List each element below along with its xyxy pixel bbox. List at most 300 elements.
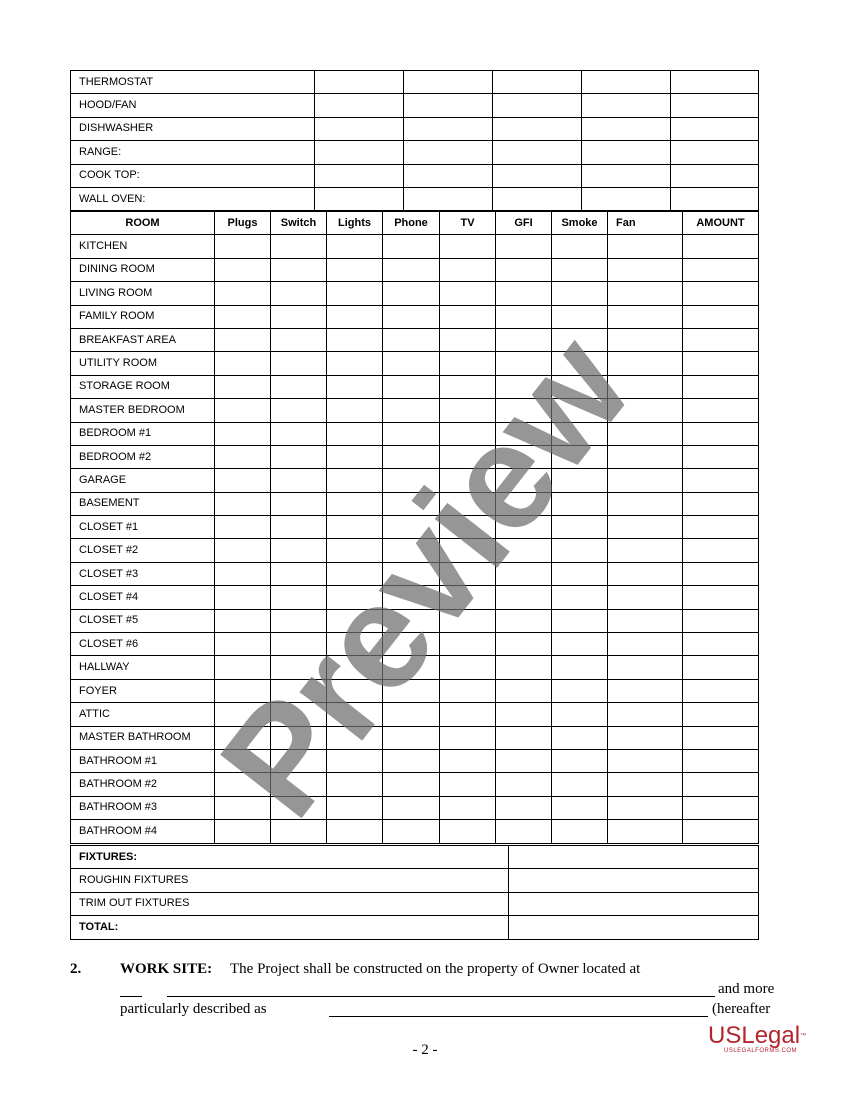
room-cell[interactable] [383, 328, 440, 351]
room-cell[interactable] [608, 422, 683, 445]
appliance-cell[interactable] [582, 187, 671, 210]
room-cell[interactable] [552, 539, 608, 562]
room-cell[interactable] [552, 328, 608, 351]
appliance-cell[interactable] [671, 117, 759, 140]
room-cell[interactable] [552, 679, 608, 702]
table-row [71, 352, 759, 375]
room-cell[interactable] [215, 633, 271, 656]
appliance-cell[interactable] [493, 71, 582, 94]
room-cell[interactable] [552, 749, 608, 772]
room-cell[interactable] [440, 539, 496, 562]
room-cell[interactable] [683, 235, 759, 258]
room-cell[interactable] [383, 562, 440, 585]
appliance-cell[interactable] [315, 187, 404, 210]
room-cell[interactable] [327, 258, 383, 281]
room-cell[interactable] [683, 282, 759, 305]
room-cell[interactable] [440, 656, 496, 679]
table-row [71, 679, 759, 702]
room-cell[interactable] [271, 469, 327, 492]
room-label: CLOSET #1 [71, 516, 215, 539]
room-cell[interactable] [383, 469, 440, 492]
room-cell[interactable] [440, 258, 496, 281]
room-cell[interactable] [327, 352, 383, 375]
room-cell[interactable] [496, 469, 552, 492]
room-cell[interactable] [215, 469, 271, 492]
fixtures-table [70, 845, 759, 940]
room-cell[interactable] [271, 352, 327, 375]
room-label: FOYER [71, 679, 215, 702]
room-cell[interactable] [608, 516, 683, 539]
room-cell[interactable] [271, 609, 327, 632]
room-cell[interactable] [683, 305, 759, 328]
room-cell[interactable] [271, 633, 327, 656]
room-cell[interactable] [440, 422, 496, 445]
total-row [71, 916, 759, 939]
table-row [71, 586, 759, 609]
blank-line[interactable] [120, 980, 142, 997]
appliance-cell[interactable] [493, 164, 582, 187]
room-cell[interactable] [552, 282, 608, 305]
appliance-cell[interactable] [582, 94, 671, 117]
room-cell[interactable] [215, 282, 271, 305]
room-cell[interactable] [215, 679, 271, 702]
room-cell[interactable] [608, 492, 683, 515]
room-cell[interactable] [496, 516, 552, 539]
room-cell[interactable] [271, 375, 327, 398]
room-cell[interactable] [271, 726, 327, 749]
room-cell[interactable] [271, 235, 327, 258]
room-cell[interactable] [683, 399, 759, 422]
room-cell[interactable] [683, 726, 759, 749]
appliance-cell[interactable] [671, 71, 759, 94]
room-cell[interactable] [496, 749, 552, 772]
room-cell[interactable] [215, 773, 271, 796]
room-cell[interactable] [271, 328, 327, 351]
room-cell[interactable] [496, 375, 552, 398]
room-cell[interactable] [496, 609, 552, 632]
appliance-cell[interactable] [493, 141, 582, 164]
room-cell[interactable] [271, 586, 327, 609]
room-cell[interactable] [552, 516, 608, 539]
room-cell[interactable] [496, 726, 552, 749]
room-cell[interactable] [683, 422, 759, 445]
room-cell[interactable] [215, 516, 271, 539]
room-cell[interactable] [608, 633, 683, 656]
room-cell[interactable] [552, 703, 608, 726]
room-cell[interactable] [383, 539, 440, 562]
room-cell[interactable] [440, 796, 496, 819]
room-cell[interactable] [383, 609, 440, 632]
room-cell[interactable] [271, 749, 327, 772]
room-cell[interactable] [271, 516, 327, 539]
room-cell[interactable] [327, 469, 383, 492]
room-cell[interactable] [327, 328, 383, 351]
appliance-cell[interactable] [493, 94, 582, 117]
room-cell[interactable] [383, 633, 440, 656]
room-cell[interactable] [383, 820, 440, 843]
address-blank-line[interactable] [167, 980, 715, 997]
room-cell[interactable] [440, 328, 496, 351]
room-cell[interactable] [496, 820, 552, 843]
room-cell[interactable] [608, 235, 683, 258]
room-cell[interactable] [440, 726, 496, 749]
fixtures-heading-row [71, 846, 759, 869]
room-cell[interactable] [608, 609, 683, 632]
room-cell[interactable] [271, 399, 327, 422]
room-cell[interactable] [683, 796, 759, 819]
room-cell[interactable] [552, 469, 608, 492]
room-label: CLOSET #5 [71, 609, 215, 632]
room-cell[interactable] [496, 773, 552, 796]
room-cell[interactable] [215, 749, 271, 772]
room-cell[interactable] [327, 445, 383, 468]
room-cell[interactable] [271, 796, 327, 819]
room-cell[interactable] [383, 656, 440, 679]
room-label: BATHROOM #4 [71, 820, 215, 843]
appliance-cell[interactable] [582, 117, 671, 140]
room-cell[interactable] [327, 516, 383, 539]
room-cell[interactable] [608, 726, 683, 749]
room-cell[interactable] [683, 328, 759, 351]
room-cell[interactable] [215, 328, 271, 351]
room-cell[interactable] [440, 445, 496, 468]
room-cell[interactable] [383, 773, 440, 796]
room-cell[interactable] [327, 749, 383, 772]
room-cell[interactable] [215, 352, 271, 375]
room-cell[interactable] [215, 609, 271, 632]
room-cell[interactable] [552, 633, 608, 656]
room-cell[interactable] [683, 562, 759, 585]
room-cell[interactable] [552, 773, 608, 796]
appliance-label: THERMOSTAT [71, 71, 315, 94]
room-cell[interactable] [327, 820, 383, 843]
appliance-cell[interactable] [404, 71, 493, 94]
room-cell[interactable] [683, 469, 759, 492]
room-cell[interactable] [383, 703, 440, 726]
room-cell[interactable] [383, 352, 440, 375]
room-cell[interactable] [383, 586, 440, 609]
appliance-cell[interactable] [582, 71, 671, 94]
room-cell[interactable] [552, 586, 608, 609]
room-cell[interactable] [683, 773, 759, 796]
room-cell[interactable] [383, 305, 440, 328]
room-label: BEDROOM #2 [71, 445, 215, 468]
room-cell[interactable] [327, 703, 383, 726]
room-cell[interactable] [440, 749, 496, 772]
appliance-cell[interactable] [315, 141, 404, 164]
room-cell[interactable] [552, 235, 608, 258]
section-text: (hereafter [712, 1001, 771, 1017]
room-cell[interactable] [327, 586, 383, 609]
room-cell[interactable] [496, 352, 552, 375]
appliance-cell[interactable] [671, 94, 759, 117]
room-cell[interactable] [552, 796, 608, 819]
room-cell[interactable] [440, 375, 496, 398]
room-cell[interactable] [496, 422, 552, 445]
room-cell[interactable] [271, 656, 327, 679]
room-cell[interactable] [215, 375, 271, 398]
fixtures-amount-cell[interactable] [509, 869, 759, 892]
room-cell[interactable] [608, 328, 683, 351]
room-cell[interactable] [215, 796, 271, 819]
room-cell[interactable] [608, 305, 683, 328]
room-cell[interactable] [608, 282, 683, 305]
table-row [71, 282, 759, 305]
room-cell[interactable] [383, 679, 440, 702]
room-cell[interactable] [327, 375, 383, 398]
appliance-cell[interactable] [315, 164, 404, 187]
appliance-cell[interactable] [315, 71, 404, 94]
room-cell[interactable] [552, 445, 608, 468]
room-cell[interactable] [215, 726, 271, 749]
room-cell[interactable] [383, 492, 440, 515]
room-cell[interactable] [496, 539, 552, 562]
room-cell[interactable] [271, 282, 327, 305]
room-cell[interactable] [683, 609, 759, 632]
appliance-cell[interactable] [671, 141, 759, 164]
room-cell[interactable] [552, 609, 608, 632]
room-cell[interactable] [327, 399, 383, 422]
room-cell[interactable] [552, 492, 608, 515]
room-cell[interactable] [271, 305, 327, 328]
room-cell[interactable] [383, 258, 440, 281]
room-cell[interactable] [327, 562, 383, 585]
room-cell[interactable] [552, 305, 608, 328]
room-cell[interactable] [552, 422, 608, 445]
room-cell[interactable] [552, 726, 608, 749]
room-cell[interactable] [440, 352, 496, 375]
room-cell[interactable] [683, 352, 759, 375]
room-label: STORAGE ROOM [71, 375, 215, 398]
description-blank-line[interactable] [329, 1000, 708, 1017]
room-label: MASTER BEDROOM [71, 399, 215, 422]
room-cell[interactable] [327, 609, 383, 632]
room-cell[interactable] [552, 399, 608, 422]
room-cell[interactable] [608, 703, 683, 726]
room-cell[interactable] [215, 492, 271, 515]
appliance-label: RANGE: [71, 141, 315, 164]
room-cell[interactable] [327, 633, 383, 656]
table-row [71, 633, 759, 656]
room-cell[interactable] [683, 492, 759, 515]
room-cell[interactable] [271, 422, 327, 445]
room-cell[interactable] [327, 492, 383, 515]
table-row [71, 235, 759, 258]
room-cell[interactable] [327, 422, 383, 445]
room-cell[interactable] [683, 749, 759, 772]
room-cell[interactable] [383, 282, 440, 305]
column-header: ROOM [71, 212, 215, 235]
room-cell[interactable] [215, 422, 271, 445]
fixtures-amount-cell[interactable] [509, 846, 759, 869]
room-cell[interactable] [440, 235, 496, 258]
room-cell[interactable] [440, 516, 496, 539]
room-cell[interactable] [608, 656, 683, 679]
room-cell[interactable] [552, 258, 608, 281]
appliance-cell[interactable] [493, 117, 582, 140]
room-cell[interactable] [683, 375, 759, 398]
appliance-cell[interactable] [404, 117, 493, 140]
room-cell[interactable] [215, 305, 271, 328]
room-cell[interactable] [271, 539, 327, 562]
room-cell[interactable] [271, 773, 327, 796]
fixtures-amount-cell[interactable] [509, 892, 759, 915]
room-cell[interactable] [215, 703, 271, 726]
room-cell[interactable] [440, 399, 496, 422]
room-cell[interactable] [327, 796, 383, 819]
room-cell[interactable] [496, 562, 552, 585]
room-cell[interactable] [271, 562, 327, 585]
room-cell[interactable] [327, 282, 383, 305]
room-cell[interactable] [683, 633, 759, 656]
room-cell[interactable] [496, 796, 552, 819]
room-cell[interactable] [440, 469, 496, 492]
room-cell[interactable] [440, 703, 496, 726]
room-cell[interactable] [496, 656, 552, 679]
total-amount-cell[interactable] [509, 916, 759, 939]
appliance-cell[interactable] [582, 164, 671, 187]
room-cell[interactable] [608, 445, 683, 468]
room-cell[interactable] [440, 820, 496, 843]
room-cell[interactable] [683, 516, 759, 539]
room-cell[interactable] [440, 586, 496, 609]
room-cell[interactable] [215, 539, 271, 562]
room-cell[interactable] [496, 492, 552, 515]
appliance-cell[interactable] [404, 187, 493, 210]
room-cell[interactable] [683, 445, 759, 468]
appliance-cell[interactable] [671, 164, 759, 187]
room-cell[interactable] [327, 656, 383, 679]
room-cell[interactable] [215, 586, 271, 609]
room-cell[interactable] [327, 726, 383, 749]
room-cell[interactable] [271, 258, 327, 281]
room-cell[interactable] [608, 562, 683, 585]
room-cell[interactable] [383, 422, 440, 445]
room-cell[interactable] [552, 562, 608, 585]
room-cell[interactable] [383, 796, 440, 819]
room-cell[interactable] [383, 399, 440, 422]
room-cell[interactable] [271, 703, 327, 726]
uslegal-logo [708, 1024, 823, 1072]
room-cell[interactable] [683, 586, 759, 609]
room-cell[interactable] [383, 726, 440, 749]
room-cell[interactable] [608, 375, 683, 398]
room-cell[interactable] [440, 609, 496, 632]
appliance-cell[interactable] [404, 164, 493, 187]
room-cell[interactable] [552, 375, 608, 398]
room-cell[interactable] [496, 328, 552, 351]
room-cell[interactable] [215, 656, 271, 679]
room-cell[interactable] [383, 375, 440, 398]
room-cell[interactable] [383, 749, 440, 772]
room-cell[interactable] [683, 539, 759, 562]
room-cell[interactable] [683, 703, 759, 726]
room-cell[interactable] [608, 749, 683, 772]
appliance-cell[interactable] [404, 94, 493, 117]
room-cell[interactable] [215, 820, 271, 843]
table-row [71, 726, 759, 749]
room-cell[interactable] [683, 820, 759, 843]
column-header: GFI [496, 212, 552, 235]
room-cell[interactable] [608, 586, 683, 609]
room-cell[interactable] [440, 633, 496, 656]
room-cell[interactable] [496, 258, 552, 281]
appliance-cell[interactable] [315, 117, 404, 140]
room-cell[interactable] [271, 679, 327, 702]
room-cell[interactable] [215, 258, 271, 281]
room-cell[interactable] [608, 469, 683, 492]
room-cell[interactable] [683, 656, 759, 679]
room-cell[interactable] [552, 656, 608, 679]
room-cell[interactable] [552, 352, 608, 375]
room-cell[interactable] [552, 820, 608, 843]
appliance-cell[interactable] [582, 141, 671, 164]
room-cell[interactable] [608, 679, 683, 702]
room-cell[interactable] [496, 282, 552, 305]
room-cell[interactable] [608, 539, 683, 562]
room-cell[interactable] [271, 492, 327, 515]
room-cell[interactable] [683, 679, 759, 702]
table-row [71, 375, 759, 398]
room-cell[interactable] [496, 399, 552, 422]
room-table [70, 211, 759, 844]
room-cell[interactable] [440, 562, 496, 585]
appliance-cell[interactable] [315, 94, 404, 117]
room-cell[interactable] [383, 445, 440, 468]
room-cell[interactable] [496, 586, 552, 609]
room-cell[interactable] [608, 796, 683, 819]
room-cell[interactable] [440, 492, 496, 515]
room-cell[interactable] [608, 399, 683, 422]
room-cell[interactable] [271, 820, 327, 843]
room-cell[interactable] [327, 539, 383, 562]
appliance-cell[interactable] [493, 187, 582, 210]
appliance-cell[interactable] [404, 141, 493, 164]
preview-watermark: Preview [188, 306, 662, 846]
room-cell[interactable] [215, 399, 271, 422]
room-cell[interactable] [608, 773, 683, 796]
room-cell[interactable] [496, 305, 552, 328]
room-cell[interactable] [608, 352, 683, 375]
room-cell[interactable] [271, 445, 327, 468]
room-cell[interactable] [440, 679, 496, 702]
room-cell[interactable] [608, 820, 683, 843]
room-cell[interactable] [496, 679, 552, 702]
room-cell[interactable] [327, 305, 383, 328]
room-cell[interactable] [496, 445, 552, 468]
room-cell[interactable] [327, 679, 383, 702]
room-cell[interactable] [327, 235, 383, 258]
room-label: CLOSET #6 [71, 633, 215, 656]
room-cell[interactable] [215, 562, 271, 585]
room-cell[interactable] [383, 235, 440, 258]
room-cell[interactable] [683, 258, 759, 281]
room-cell[interactable] [327, 773, 383, 796]
room-cell[interactable] [496, 235, 552, 258]
room-label: KITCHEN [71, 235, 215, 258]
appliance-cell[interactable] [671, 187, 759, 210]
room-cell[interactable] [383, 516, 440, 539]
room-cell[interactable] [496, 703, 552, 726]
room-cell[interactable] [440, 282, 496, 305]
room-cell[interactable] [496, 633, 552, 656]
room-cell[interactable] [215, 445, 271, 468]
room-cell[interactable] [440, 773, 496, 796]
room-cell[interactable] [440, 305, 496, 328]
room-cell[interactable] [215, 235, 271, 258]
column-header: TV [440, 212, 496, 235]
room-cell[interactable] [608, 258, 683, 281]
